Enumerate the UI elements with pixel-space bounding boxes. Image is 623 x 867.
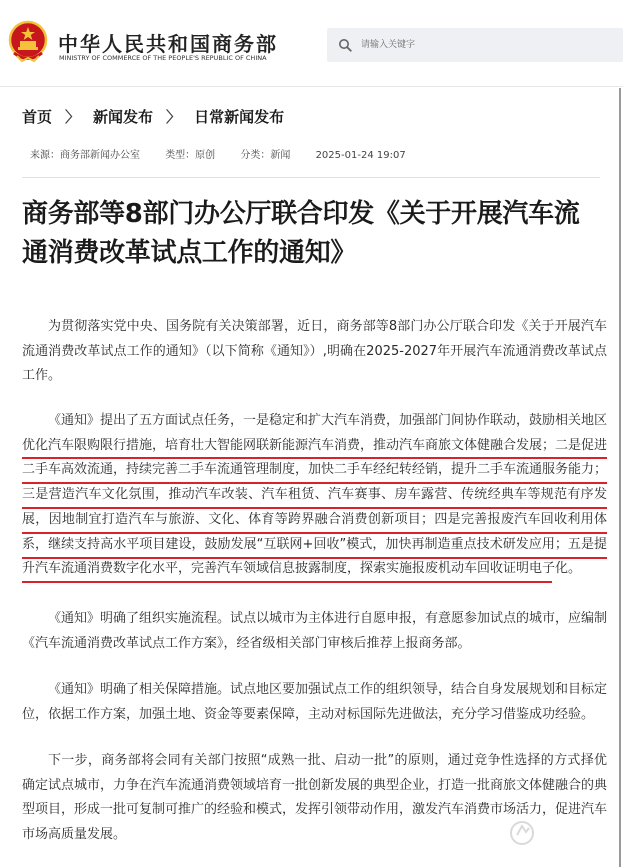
- emphasis-underline: [22, 457, 607, 459]
- meta-category: 分类：新闻: [240, 150, 291, 161]
- national-emblem-icon[interactable]: [8, 20, 48, 64]
- article-meta: [30, 146, 428, 161]
- header-divider: [0, 86, 623, 87]
- article-paragraph: 《通知》明确了组织实施流程。试点以城市为主体进行自愿申报，有意愿参加试点的城市，应编制《汽车流通消费改革试点工作方案》，经省级相关部门审核后推荐上报商务部。: [22, 611, 608, 651]
- meta-datetime: 2025-01-24 19:07: [315, 150, 406, 161]
- emphasis-underline: [22, 532, 607, 534]
- search-icon[interactable]: [338, 38, 352, 52]
- site-header: [0, 0, 623, 86]
- emphasis-underline: [22, 557, 607, 559]
- breadcrumb-separator: 〉: [65, 108, 81, 126]
- meta-type: 类型：原创: [165, 150, 216, 161]
- meta-source: 来源：商务部新闻办公室: [30, 150, 140, 161]
- meta-divider: [22, 177, 600, 178]
- site-name-en: MINISTRY OF COMMERCE OF THE PEOPLE'S REPUBLIC OF CHINA: [59, 54, 267, 62]
- article-title: 商务部等8部门办公厅联合印发《关于开展汽车流通消费改革试点工作的通知》: [22, 199, 580, 268]
- breadcrumb-home[interactable]: 首页: [22, 108, 53, 126]
- search-input[interactable]: [361, 34, 611, 56]
- emphasis-underline: [22, 581, 552, 583]
- article-paragraph: 《通知》明确了相关保障措施。试点地区要加强试点工作的组织领导，结合自身发展规划和目标定位，依据工作方案，加强土地、资金等要素保障，主动对标国际先进做法，充分学习借鉴成功经验。: [22, 682, 608, 722]
- article-paragraph: 下一步，商务部将会同有关部门按照“成熟一批、启动一批”的原则，通过竞争性选择的方式择优确定试点城市，力争在汽车流通消费领域培育一批创新发展的典型企业，打造一批商旅文体健融合的典型项目，形成一批可复制可推广的经验和模式，发挥引领带动作用，激发汽车消费市场活力，促进汽车市场高质量发展。: [22, 753, 608, 843]
- breadcrumb-news-release[interactable]: 新闻发布: [93, 108, 154, 126]
- emphasis-underline: [22, 507, 607, 509]
- emphasis-underline: [22, 482, 607, 484]
- breadcrumb-daily-news[interactable]: 日常新闻发布: [194, 108, 285, 126]
- breadcrumb-separator: 〉: [166, 108, 182, 126]
- breadcrumb: [22, 106, 284, 127]
- search-box[interactable]: [327, 28, 623, 62]
- site-name-cn[interactable]: 中华人民共和国商务部: [58, 32, 278, 56]
- watermark-logo-icon: [508, 815, 608, 851]
- article-paragraph: 《通知》提出了五方面试点任务，一是稳定和扩大汽车消费，加强部门间协作联动，鼓励相关地区优化汽车限购限行措施，培育壮大智能网联新能源汽车消费，推动汽车商旅文体健融合发展；二是促进二手车高效流通，持续完善二手车流通管理制度，加快二手车经纪转经销，提升二手车流通服务能力；三是营造汽车文化氛围，推动汽车改装、汽车租赁、汽车赛事、房车露营、传统经典车等规范有序发展，因地制宜打造汽车与旅游、文化、体育等跨界融合消费创新项目；四是完善报废汽车回收利用体系，继续支持高水平项目建设，鼓励发展“互联网+回收”模式，加快再制造重点技术研发应用；五是提升汽车流通消费数字化水平，完善汽车领域信息披露制度，探索实施报废机动车回收证明电子化。: [22, 413, 608, 577]
- article-paragraph: 为贯彻落实党中央、国务院有关决策部署，近日，商务部等8部门办公厅联合印发《关于开展汽车流通消费改革试点工作的通知》（以下简称《通知》）,明确在2025-2027年开展汽车流通消费改革试点工作。: [22, 319, 607, 384]
